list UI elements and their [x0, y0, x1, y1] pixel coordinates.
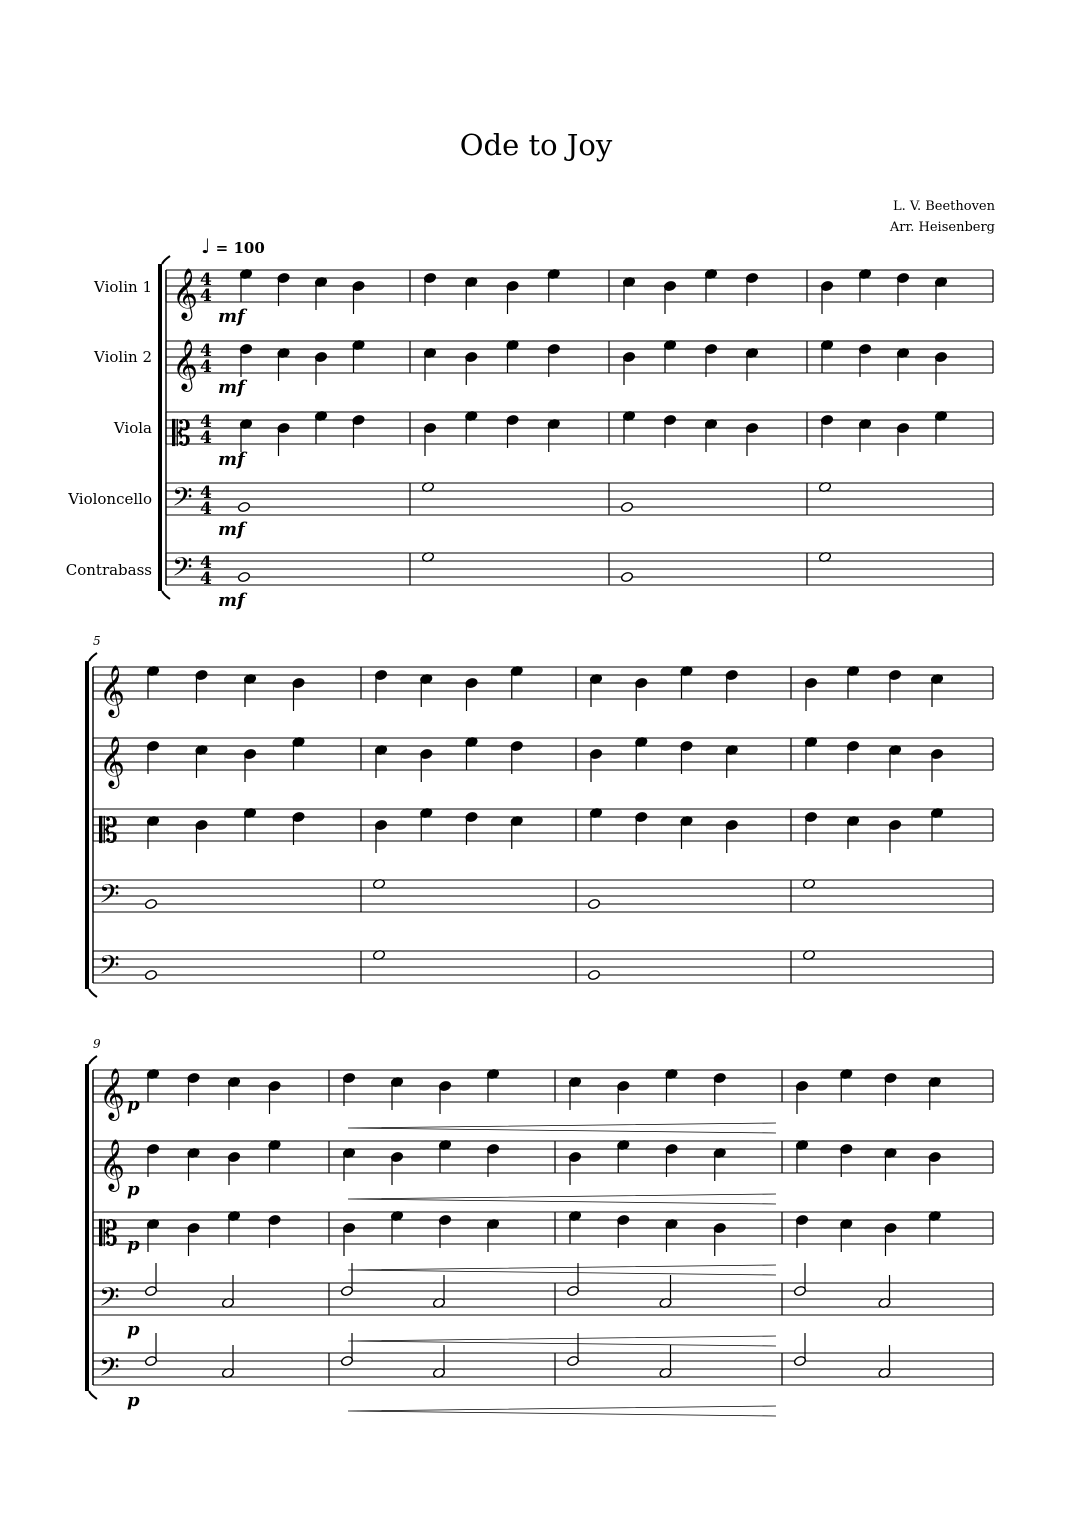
time-signature-numerator: 4: [200, 412, 212, 432]
dynamic-marking: p: [127, 1094, 140, 1115]
time-signature-numerator: 4: [200, 553, 212, 573]
notehead: [237, 571, 250, 582]
bracket-hook-top: [89, 1056, 97, 1064]
crescendo-hairpin: [348, 1194, 776, 1204]
notehead: [587, 969, 600, 980]
score-title: Ode to Joy: [459, 128, 613, 162]
treble-clef-icon: 𝄞: [172, 268, 199, 319]
bracket-hook-bottom: [89, 989, 97, 997]
bracket: [158, 264, 162, 591]
alto-clef-icon: 𝄡: [99, 1214, 118, 1254]
instrument-label-cello: Violoncello: [68, 490, 152, 508]
alto-clef-icon: 𝄡: [172, 414, 191, 454]
dynamic-marking: mf: [218, 519, 245, 540]
crescendo-hairpin: [348, 1406, 776, 1416]
time-signature-numerator: 4: [200, 483, 212, 503]
dynamic-marking: mf: [218, 449, 245, 470]
bracket: [85, 1064, 89, 1391]
instrument-label-viola: Viola: [113, 419, 152, 437]
bass-clef-icon: 𝄢: [99, 1351, 120, 1389]
composer-name: L. V. Beethoven: [892, 199, 995, 214]
time-signature-numerator: 4: [200, 341, 212, 361]
time-signature-denominator: 4: [200, 499, 212, 519]
bracket-hook-top: [89, 653, 97, 661]
tempo-value: = 100: [215, 239, 265, 257]
treble-clef-icon: 𝄞: [99, 1068, 126, 1119]
treble-clef-icon: 𝄞: [99, 665, 126, 716]
measure-number: 5: [93, 634, 101, 648]
crescendo-hairpin: [348, 1336, 776, 1346]
notehead: [620, 571, 633, 582]
time-signature-denominator: 4: [200, 428, 212, 448]
measure-number: 9: [93, 1037, 101, 1051]
dynamic-marking: mf: [218, 590, 245, 611]
treble-clef-icon: 𝄞: [99, 1139, 126, 1190]
treble-clef-icon: 𝄞: [99, 736, 126, 787]
crescendo-hairpin: [348, 1265, 776, 1275]
notehead: [144, 969, 157, 980]
bass-clef-icon: 𝄢: [99, 949, 120, 987]
quarter-note-icon: ♩: [201, 234, 211, 258]
bracket: [85, 661, 89, 989]
dynamic-marking: mf: [218, 306, 245, 327]
time-signature-denominator: 4: [200, 286, 212, 306]
crescendo-hairpin: [348, 1123, 776, 1133]
time-signature-numerator: 4: [200, 270, 212, 290]
dynamic-marking: p: [127, 1390, 140, 1411]
bracket-hook-bottom: [89, 1391, 97, 1399]
bracket-hook-top: [162, 256, 170, 264]
time-signature-denominator: 4: [200, 569, 212, 589]
dynamic-marking: mf: [218, 377, 245, 398]
notehead: [620, 501, 633, 512]
alto-clef-icon: 𝄡: [99, 811, 118, 851]
instrument-label-violin2: Violin 2: [94, 348, 152, 366]
instrument-label-contrabass: Contrabass: [65, 561, 152, 579]
bass-clef-icon: 𝄢: [172, 481, 193, 519]
arranger-name: Arr. Heisenberg: [889, 220, 995, 235]
bass-clef-icon: 𝄢: [172, 551, 193, 589]
bass-clef-icon: 𝄢: [99, 878, 120, 916]
notehead: [237, 501, 250, 512]
bracket-hook-bottom: [162, 591, 170, 599]
dynamic-marking: p: [127, 1319, 140, 1340]
time-signature-denominator: 4: [200, 357, 212, 377]
notehead: [587, 898, 600, 909]
dynamic-marking: p: [127, 1234, 140, 1255]
dynamic-marking: p: [127, 1179, 140, 1200]
notehead: [144, 898, 157, 909]
instrument-label-violin1: Violin 1: [94, 278, 152, 296]
bass-clef-icon: 𝄢: [99, 1281, 120, 1319]
treble-clef-icon: 𝄞: [172, 339, 199, 390]
